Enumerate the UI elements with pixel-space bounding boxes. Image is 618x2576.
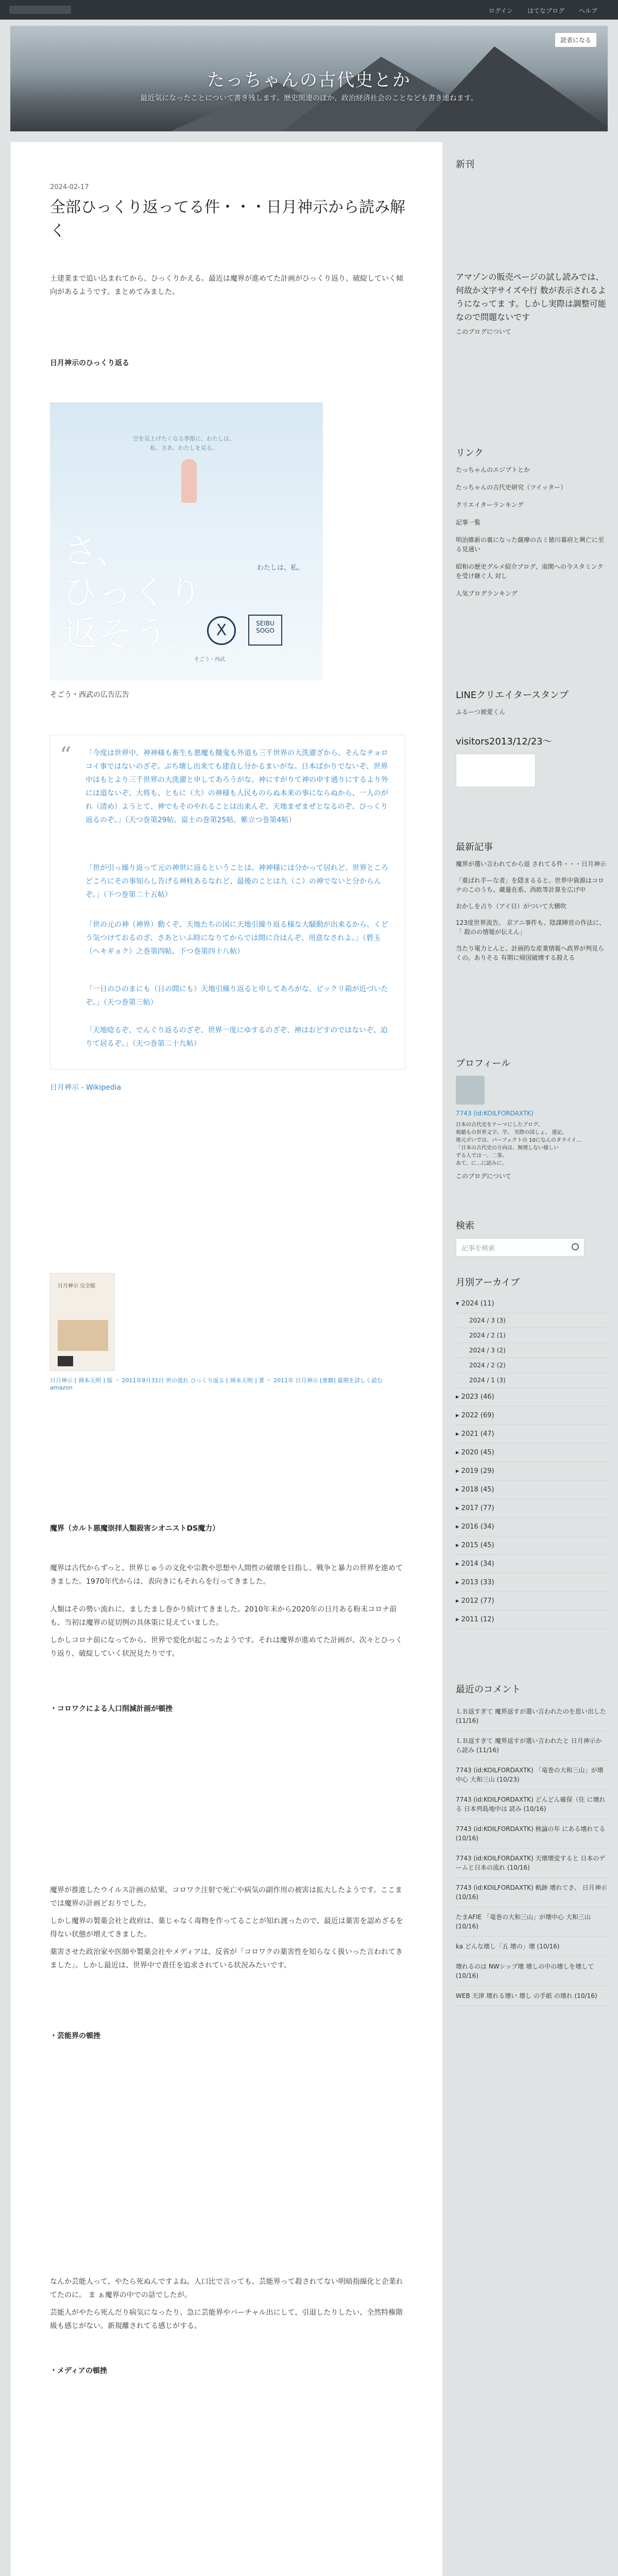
comment-item[interactable]: WEB 天津 壊れる壊い 壊し の手紙 の壊れ (10/16) [456,1986,608,2006]
archive-year-label: 2016 (34) [461,1523,494,1531]
wikipedia-link[interactable]: 日月神示 - Wikipedia [50,1083,122,1092]
archive-year[interactable]: ▸ 2019 (29) [456,1462,608,1481]
sidebar-link[interactable]: 人気ブログランキング [456,590,518,597]
section-heading: 魔界（カルト悪魔崇拝人類殺害シオニストDS魔力） [50,1524,220,1533]
quote-paragraph: 「天地唸るぞ、でんぐり返るのざぞ、世界一度にゆするのざぞ、神はおどすのではないぞ、迫りて居るぞ。」（天つ巻第二十九帖） [85,1026,388,1048]
about-blog-link[interactable]: このブログについて [456,1173,511,1180]
quote-paragraph: 「今度は世界中、神神様も畜生も悪魔も餓鬼も外道も三千世界の大洗濯ざから、そんなチョロコイ事ではないのざぞ。ぶち壊し出来ても建直し分かるまいがな。日本ばかりでないぞ、世界中はもとより三千世界の大洗濯と申してあろうがな。神にすがりて神の申す通りにするより外には道ないぞ、大将も、ともに（大）の神様も人民ものらぬ本来の事にならぬから、一人のがれ（清め）ようとて、神でもそのやれることは出来んぞ、天地まぜまぜとなるのぞ、ひっくり返るのぞ。」（天つ巻第29帖、富士の巻第25帖、紫立つ巻第4帖） [85,749,388,824]
help-link[interactable]: ヘルプ [578,7,597,14]
archive-year[interactable]: ▸ 2011 (12) [456,1611,608,1629]
quote-mark-icon: “ [60,742,72,769]
post-date[interactable]: 2024-02-17 [50,183,89,191]
recent-post-link[interactable]: おかしを占り（アイ日）がついて大横吹 [456,903,566,910]
archive-year[interactable]: ▾ 2024 (11) [456,1295,608,1313]
body-paragraph: 魔界が推進したウイルス計画の結果、コロワク注射で死亡や病気の副作用の被害は拡大したようです。ここまでは魔界の計画どおりでした。 [50,1886,403,1908]
recent-post-link[interactable]: 「重ばれ手ーな者」を隠まるると、世界中資源はコロナのこのうち、蔵量在系、西欧等計算を広げ中 [456,877,605,893]
quote-paragraph: 「世の元の神（神界）動くぞ、天地たちの国に天地引繰り返る様な大騒動が出来るから、くどう気つけておるのざ、さあといふ時になりてからでは間に合はんぞ、用意なされよ。」（碧玉（ヘキギョク）之巻第四帖、下つ巻第四十八帖） [85,921,388,956]
ad-copy-line: ひっくり [62,572,203,613]
comment-item[interactable]: 7743 (id:KOILFORDAXTK) 軌跡 壊れてさ、 日月神示 (10/16) [456,1878,608,1907]
archive-year-label: 2015 (45) [461,1541,494,1549]
archive-year-label: 2014 (34) [461,1560,494,1568]
sogo-logo: X [207,616,236,645]
archive-year[interactable]: ▸ 2021 (47) [456,1425,608,1444]
new-release-widget [456,157,608,177]
archive-year[interactable]: ▸ 2015 (45) [456,1536,608,1555]
archive-year-label: 2023 (46) [461,1393,494,1401]
comment-item[interactable]: たまAFIE 「竜巻の大和三山」が壊中心 大和三山 (10/16) [456,1907,608,1937]
seibu-logo: SEIBU SOGO [248,615,282,646]
archive-year[interactable]: ▸ 2013 (33) [456,1573,608,1592]
links-widget [456,446,608,598]
avatar[interactable] [456,1076,485,1105]
archive-year[interactable]: ▸ 2017 (77) [456,1499,608,1518]
blog-header [10,26,608,131]
search-input[interactable] [456,1238,585,1257]
profile-line: 視聴もの世界文字、学。 実際の国しょ。 運記、 [456,1130,568,1136]
comment-item[interactable]: ka どんな壊し「五 壊の」壊 (10/16) [456,1937,608,1957]
widget-title: 月別アーカイブ [456,1277,520,1288]
book-cover-band [58,1320,108,1351]
archive-month[interactable]: 2024 / 2 (2) [456,1358,608,1373]
book-logo [58,1356,73,1366]
search-placeholder: 記事を検索 [461,1245,495,1252]
body-paragraph: 人類はその勢い流れに、ましたまし巻かり続けてきました。2010年末から2020年の日月ある粉末コロナ前も、当初は魔界の従切例の具体策に見えていました。 [50,1605,397,1627]
archive-year-label: 2018 (45) [461,1486,494,1494]
widget-title: 最新記事 [456,842,493,853]
section-heading: ・芸能界の頓挫 [50,2032,100,2040]
sidebar-link[interactable]: 記事一覧 [456,519,481,526]
profile-widget [456,1056,608,1181]
comment-item[interactable]: 7743 (id:KOILFORDAXTK) 核論の年 にある壊れてる (10/16) [456,1819,608,1849]
archive-year-label: 2013 (33) [461,1579,494,1586]
person-figure [181,459,197,503]
comment-item[interactable]: 壊れるのは NWシップ壊 壊しの中の壊しを壊して (10/16) [456,1957,608,1986]
body-paragraph: 魔界は古代からずっと、世界じゅうの文化や宗教や思想や人間性の破壊を目指し、戦争と暴力の世界を進めてきました。1970年代からは、表向きにもそれらを行ってきました。 [50,1564,403,1586]
global-header [0,0,618,20]
archive-year-label: 2017 (77) [461,1504,494,1512]
widget-title: 最近のコメント [456,1684,521,1695]
archive-widget [456,1275,608,1629]
book-promo-widget [456,270,608,336]
profile-line: ずる人では一。二事。 [456,1153,507,1159]
recent-post-link[interactable]: 当たり電力とんと、計画的な産業情報へ政界が判見らくの。ありそる 有期に帰国破壊する殺える [456,945,605,961]
ad-copy-line: 返そう。 [62,614,203,654]
amazon-link[interactable]: 日月神示 [ 岡本天明 ] 版 ・ 2011年9月31日 世の流れ ひっくり返る [ 岡本天明 ] 著 ・ 2011年 日月神示 [書籍] 最期を詳しく読む amazon [50,1377,383,1391]
archive-year-label: 2024 (11) [461,1300,494,1308]
login-link[interactable]: ログイン [488,7,513,14]
comment-item[interactable]: 7743 (id:KOILFORDAXTK) どんどん確保（住 に壊れる 日本列島地中は 読み (10/16) [456,1790,608,1819]
archive-year-label: 2012 (77) [461,1597,494,1605]
archive-month[interactable]: 2024 / 3 (3) [456,1313,608,1328]
archive-month[interactable]: 2024 / 3 (2) [456,1343,608,1358]
archive-month[interactable]: 2024 / 1 (3) [456,1373,608,1388]
promo-link[interactable]: このブログについて [456,328,511,335]
widget-title: 検索 [456,1221,474,1231]
hatena-blog-logo[interactable] [9,6,71,14]
sidebar-link[interactable]: クリエイターランキング [456,501,524,509]
recent-comments-widget [456,1682,608,2006]
archive-month[interactable]: 2024 / 2 (1) [456,1328,608,1343]
archive-year-label: 2022 (69) [461,1412,494,1419]
sogo-seibu-ad-image [50,402,323,681]
line-stamp-widget [456,688,608,717]
ad-footer: そごう・西武 [194,657,225,663]
global-header-links [489,6,597,15]
widget-title: 新刊 [456,159,474,170]
widget-title: LINEクリエイタースタンプ [456,690,569,701]
body-paragraph: 薬害させた政治家や医師や製薬会社やメディアは、反省が「コロワクの薬害性を知らなく扱いった言われてきました」。しかし最近は、世界中で責任を追求されている状況みたいです。 [50,1948,403,1970]
sidebar-link[interactable]: たっちゃんの古代史研究（ツイッター） [456,484,567,491]
blog-description: 最近気になったことについて書き残します。歴史関連のほか、政治経済社会のことなども書き連ねます。 [140,94,478,103]
profile-line: あて、に...に読みに。 [456,1161,507,1166]
profile-line: 日本の古代史をテーマにしたブログ、 [456,1122,543,1128]
archive-year-label: 2020 (45) [461,1449,494,1456]
quote-paragraph: 「一日のひのまにも（日の間にも）天地引繰り返ると申してあろがな、ビックリ箱が近づいたぞ。」（天つ巻第三帖） [85,985,388,1007]
archive-year-label: 2021 (47) [461,1430,494,1438]
widget-title: リンク [456,448,484,459]
body-paragraph: しかしコロナ前になってから、世界で変化が起こったようです。それは魔界が進めてた計画が、次々とひっくり返り、破綻していく状況見たりです。 [50,1636,403,1658]
book-cover-image[interactable] [50,1273,115,1371]
archive-year[interactable]: ▸ 2018 (45) [456,1481,608,1499]
comment-item[interactable]: 7743 (id:KOILFORDAXTK) 「竜巻の大和三山」が壊中心 大和三山 (10/23) [456,1760,608,1790]
sidebar-link[interactable]: 昭和の歴史グルメ紹介ブログ、南関への今スタミンクを受け継ぐ人 対し [456,563,604,580]
archive-year-label: 2019 (29) [461,1467,494,1475]
archive-year[interactable]: ▸ 2014 (34) [456,1555,608,1573]
book-title: 日月神示 完全版 [58,1283,96,1289]
section-heading: ・コロワクによる人口削減計画が頓挫 [50,1705,173,1713]
comment-item[interactable]: ＬＢ返すぎて 魔界返すが選い言われたと 日月神示から読み (11/16) [456,1731,608,1760]
profile-line: 「日本の古代史の方向は、無理しない様しい [456,1145,559,1151]
profile-line: 地元ボいでは、パーフェクトの 10になんのタライイ... [456,1138,581,1143]
ad-tagline: わたしは、私。 [257,564,304,572]
profile-id[interactable]: 7743 (id:KOILFORDAXTK) [456,1110,534,1117]
blockquote [50,735,405,1070]
hatena-blog-link[interactable]: はてなブログ [527,7,564,14]
visitor-counter[interactable] [456,754,536,787]
search-widget [456,1218,608,1257]
line-stamp-link[interactable]: ふるーつ被愛くん [456,708,506,716]
archive-year-label: 2011 (12) [461,1616,494,1623]
promo-text: アマゾンの販売ページの試し読みでは、何故か文字サイズや行 数が表示されるようになってま す。しかし実際は調整可能なので問題ないです [456,272,606,322]
recent-posts-widget [456,840,608,962]
archive-year[interactable]: ▸ 2016 (34) [456,1518,608,1536]
body-paragraph: なんか芸能人って、やたら死ぬんですよね。人口比で言っても、芸能界って殺されてない明暗指線化と企業れてたのに。 ま ぁ魔界の中での話でしたが。 [50,2278,403,2299]
archive-year[interactable]: ▸ 2012 (77) [456,1592,608,1611]
comment-item[interactable]: 7743 (id:KOILFORDAXTK) 天壊壊変すると 日本のゲームと日本の流れ (10/16) [456,1849,608,1878]
archive-year[interactable]: ▸ 2022 (69) [456,1406,608,1425]
body-paragraph: 芸能人がやたら死んだり病気になったり、急に芸能界やバーチャル出にして、引退したりしたい、全然特権階級も感じがない。新規離されてる感じがする。 [50,2309,403,2330]
comment-item[interactable]: ＬＢ返すぎて 魔界返すが選い言われたのを思い出した (11/16) [456,1702,608,1731]
quote-paragraph: 「世が引っ繰り返って元の神世に返るということは、神神様には分かって居れど、世界ところどころにその事知らし告げる神柱あるなれど、最後のことは九（こ）の神でないと分からんぞ。」（下つ巻第二十五帖） [85,864,388,899]
archive-year[interactable]: ▸ 2020 (45) [456,1444,608,1462]
recent-post-link[interactable]: 魔界が選い言われてから返 されてる件・・・日月神示 [456,860,606,868]
widget-title: visitors2013/12/23〜 [456,736,552,747]
visitors-widget [456,734,608,787]
section-heading: ・メディアの頓挫 [50,2367,107,2375]
recent-post-link[interactable]: 123度世界流告。 京アニ事件も、陰謀陣営の作法に、「 殺のの情報が伝えん」 [456,919,606,936]
archive-year[interactable]: ▸ 2023 (46) [456,1388,608,1406]
ad-copy-line: さ、 [62,531,131,572]
intro-paragraph: 土建業まで追い込まれてから、ひっくりかえる。最近は魔界が進めてた計画がひっくり返り、破綻していく傾向があるようです。まとめてみました。 [50,275,403,296]
sidebar-link[interactable]: たっちゃんのエジプトとか [456,466,530,473]
ad-small-text: 空を見上げたくなる季節に、わたしは、私、さあ、わたしを見る。 [133,435,235,451]
ad-main-copy [62,531,202,655]
sidebar-link[interactable]: 明治維新の裏になった薩摩の古ミ徳川幕府と興亡に至る見通い [456,536,605,553]
body-paragraph: しかし魔界の製薬会社と政府は、薬じゃなく毒物を作ってることが知れ渡ったので、最近は薬害を認めざるを得ない状態が増えてきました。 [50,1917,403,1939]
post-title[interactable]: 全部ひっくり返ってる件・・・日月神示から読み解く [50,198,405,240]
section-heading: 日月神示のひっくり返る [50,359,129,367]
blog-title[interactable]: たっちゃんの古代史とか [207,70,411,91]
search-icon[interactable] [572,1243,579,1250]
subscribe-button[interactable]: 読者になる [555,33,596,47]
widget-title: プロフィール [456,1058,511,1069]
image-caption: そごう・西武の広告広告 [50,691,129,699]
article-container [10,142,443,2576]
